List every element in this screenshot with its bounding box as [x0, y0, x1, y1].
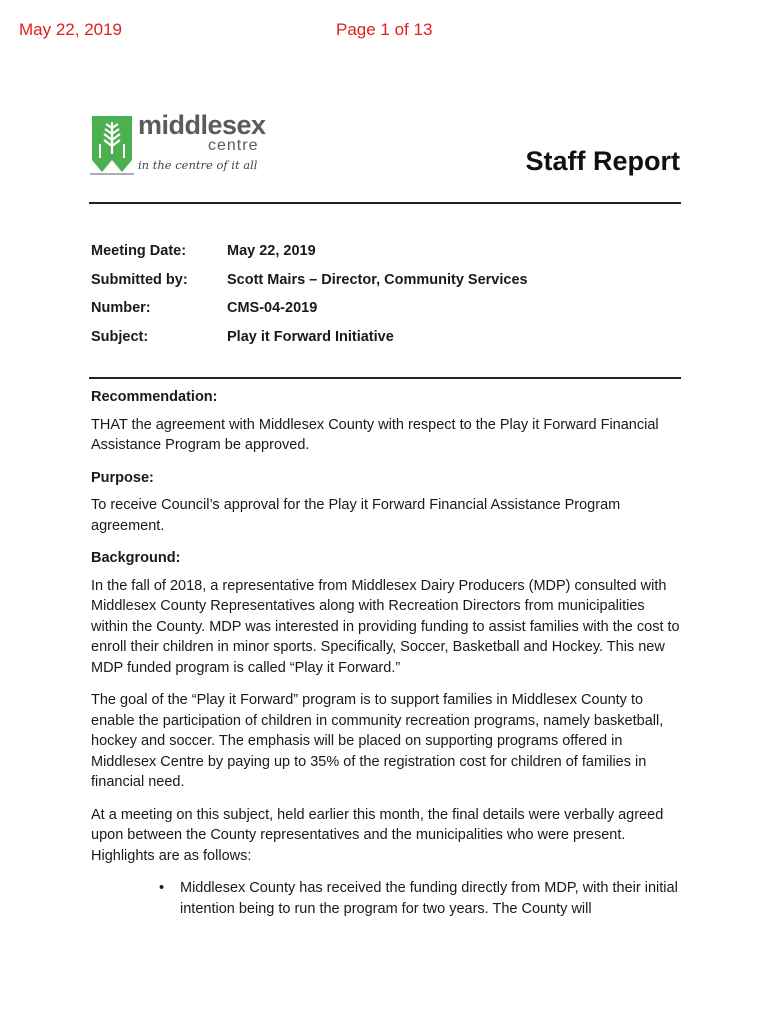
bullet-icon: • — [159, 880, 165, 896]
recommendation-heading: Recommendation: — [91, 389, 218, 405]
meta-row-meeting-date — [91, 243, 528, 272]
meta-table — [91, 243, 528, 357]
logo-subname: centre — [208, 137, 259, 154]
logo-tagline: in the centre of it all — [138, 158, 258, 172]
purpose-text: To receive Council’s approval for the Play it Forward Financial Assistance Program agreement. — [91, 497, 621, 534]
meta-row-submitted-by — [91, 272, 528, 301]
logo-name: middlesex — [138, 110, 266, 140]
divider-middle — [89, 377, 681, 379]
meta-label: Meeting Date: — [91, 243, 187, 259]
report-title: Staff Report — [525, 146, 680, 176]
list-item-text: Middlesex County has received the funding directly from MDP, with their initial intention being to run the program for two years. The County will — [180, 880, 678, 917]
meta-label: Submitted by: — [91, 271, 188, 288]
report-body — [91, 387, 681, 919]
middlesex-centre-logo — [90, 110, 280, 176]
meta-label: Number: — [91, 300, 151, 316]
meta-label: Subject: — [91, 328, 149, 345]
meta-row-subject — [91, 329, 528, 358]
meta-value: May 22, 2019 — [227, 243, 316, 259]
meta-value: CMS-04-2019 — [227, 300, 318, 316]
page-stamp: Page 1 of 13 — [336, 20, 433, 39]
background-paragraph: At a meeting on this subject, held earlier this month, the final details were verbally agreed upon between the County representatives and the municipalities who were present. Highlights are as follows: — [91, 806, 664, 864]
list-item — [91, 878, 681, 919]
background-heading: Background: — [91, 550, 181, 566]
recommendation-text: THAT the agreement with Middlesex County with respect to the Play it Forward Financial Assistance Program be approved. — [91, 416, 659, 453]
date-stamp: May 22, 2019 — [19, 20, 123, 39]
background-paragraph: The goal of the “Play it Forward” program is to support families in Middlesex County to enable the participation of children in community recreation programs, namely basketball, hockey and soccer. The emphasis will be placed on supporting programs offered in Middlesex Centre by paying up to 35% of the registration cost for children of families in financial need. — [91, 692, 664, 790]
meta-row-number — [91, 300, 528, 329]
highlights-list — [91, 878, 681, 919]
divider-top — [89, 202, 681, 204]
background-paragraph: In the fall of 2018, a representative from Middlesex Dairy Producers (MDP) consulted with Middlesex County Representatives along with Recreation Directors from municipalities within the County. MDP was interested in providing funding to assist families with the cost to enroll their children in minor sports. Specifically, Soccer, Basketball and Hockey. This new MDP funded program is called “Play it Forward.” — [91, 577, 680, 676]
meta-value: Scott Mairs – Director, Community Services — [227, 271, 528, 288]
purpose-heading: Purpose: — [91, 469, 154, 486]
meta-value: Play it Forward Initiative — [227, 328, 394, 345]
logo-leaf-icon — [90, 114, 134, 176]
